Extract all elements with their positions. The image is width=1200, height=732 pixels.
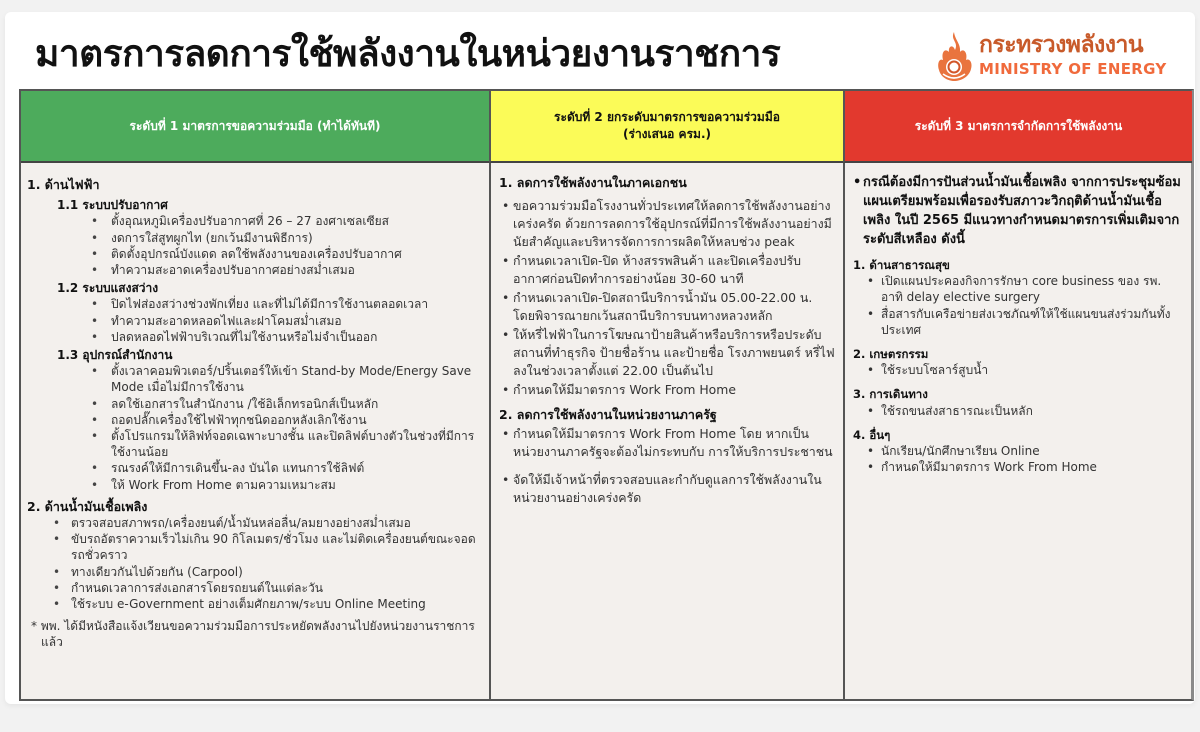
slide bbox=[5, 12, 1195, 704]
list-item: • ใช้ระบบ e-Government อย่างเต็มศักยภาพ/ระบบ Online Meeting bbox=[27, 596, 483, 612]
bullet-list bbox=[27, 363, 483, 493]
column-header-level-2 bbox=[489, 91, 843, 163]
list-item: • ให้หรี่ไฟฟ้าในการโฆษณาป้ายสินค้าหรือบริการหรือประดับสถานที่ทำธุรกิจ ป้ายชื่อร้าน และป้ายชื่อ โรงภาพยนตร์ หรี่ไฟลงในช่วงเวลาตั้งแต่ 22.00 เป็นต้นไป bbox=[499, 326, 835, 380]
section-heading: 2. ด้านน้ำมันเชื้อเพลิง bbox=[27, 498, 148, 514]
list-item: • ทำความสะอาดหลอดไฟและฝาโคมสม่ำเสมอ bbox=[27, 313, 483, 329]
list-item: • ใช้รถขนส่งสาธารณะเป็นหลัก bbox=[853, 403, 1184, 419]
section-heading: 1. ลดการใช้พลังงานในภาคเอกชน bbox=[499, 175, 687, 190]
list-item: • ทางเดียวกันไปด้วยกัน (Carpool) bbox=[27, 564, 483, 580]
flame-emblem-icon bbox=[933, 30, 975, 82]
level-2-column bbox=[489, 163, 843, 699]
logo-name-thai: กระทรวงพลังงาน bbox=[979, 32, 1144, 58]
list-item: • ปลดหลอดไฟฟ้าบริเวณที่ไม่ใช้งานหรือไม่จำเป็นออก bbox=[27, 329, 483, 345]
bullet-list bbox=[27, 296, 483, 345]
list-item: • ปิดไฟส่องสว่างช่วงพักเที่ยง และที่ไม่ได้มีการใช้งานตลอดเวลา bbox=[27, 296, 483, 312]
list-item: • กำหนดให้มีมาตรการ Work From Home bbox=[499, 381, 835, 399]
bullet-list bbox=[499, 197, 835, 399]
list-item: • ลดใช้เอกสารในสำนักงาน /ใช้อิเล็กทรอนิกส์เป็นหลัก bbox=[27, 396, 483, 412]
ministry-logo bbox=[933, 28, 1195, 84]
page-title: มาตรการลดการใช้พลังงานในหน่วยงานราชการ bbox=[35, 32, 781, 75]
subsection-heading: 1.3 อุปกรณ์สำนักงาน bbox=[57, 348, 173, 363]
section-heading: 2. ลดการใช้พลังงานในหน่วยงานภาครัฐ bbox=[499, 407, 717, 423]
list-item: • ทำความสะอาดเครื่องปรับอากาศอย่างสม่ำเสมอ bbox=[27, 262, 483, 278]
list-item: • กำหนดเวลาเปิด-ปิดสถานีบริการน้ำมัน 05.00-22.00 น. โดยพิจารณายกเว้นสถานีบริการบนทางหลวงหลัก bbox=[499, 289, 835, 325]
list-item: • งดการใส่สูทผูกไท (ยกเว้นมีงานพิธีการ) bbox=[27, 230, 483, 246]
list-item: • ให้ Work From Home ตามความเหมาะสม bbox=[27, 477, 483, 493]
list-item: • กำหนดให้มีมาตรการ Work From Home โดย หากเป็นหน่วยงานภาครัฐจะต้องไม่กระทบกับ การให้บริการประชาชน bbox=[499, 425, 835, 461]
list-item: • กำหนดเวลาเปิด-ปิด ห้างสรรพสินค้า และปิดเครื่องปรับอากาศก่อนปิดทำการอย่างน้อย 30-60 นาที bbox=[499, 252, 835, 288]
subsection-heading: 1.1 ระบบปรับอากาศ bbox=[57, 198, 168, 213]
list-item: • รณรงค์ให้มีการเดินขึ้น-ลง บันได แทนการใช้ลิฟต์ bbox=[27, 460, 483, 476]
logo-name-english: MINISTRY OF ENERGY bbox=[979, 60, 1167, 78]
section-heading: 1. ด้านไฟฟ้า bbox=[27, 177, 100, 192]
bullet-list bbox=[27, 515, 483, 612]
section-heading: 4. อื่นๆ bbox=[853, 427, 891, 442]
list-item: • ขับรถอัตราความเร็วไม่เกิน 90 กิโลเมตร/ชั่วโมง และไม่ติดเครื่องยนต์ขณะจอดรถชั่วคราว bbox=[27, 531, 483, 563]
list-item: • ตั้งเวลาคอมพิวเตอร์/ปริ้นเตอร์ให้เข้า Stand-by Mode/Energy Save Mode เมื่อไม่มีการใช้งาน bbox=[27, 363, 483, 395]
lead-paragraph: • กรณีต้องมีการปันส่วนน้ำมันเชื้อเพลิง จากการประชุมซ้อมแผนเตรียมพร้อมเพื่อรองรับสภาวะวิกฤติด้านน้ำมันเชื้อเพลิง ในปี 2565 มีแนวทางกำหนดมาตรการเพิ่มเติมจากระดับสีเหลือง ดังนี้ bbox=[853, 173, 1184, 249]
level-3-column bbox=[843, 163, 1192, 699]
column-header-level-1: ระดับที่ 1 มาตรการขอความร่วมมือ (ทำได้ทันที) bbox=[21, 91, 489, 163]
measures-table bbox=[19, 89, 1194, 701]
list-item: • จัดให้มีเจ้าหน้าที่ตรวจสอบและกำกับดูแลการใช้พลังงานในหน่วยงานอย่างเคร่งครัด bbox=[499, 471, 835, 507]
bullet-list bbox=[853, 362, 1184, 378]
list-item: • สื่อสารกับเครือข่ายส่งเวชภัณฑ์ให้ใช้แผนขนส่งร่วมกันทั้งประเทศ bbox=[853, 306, 1184, 338]
bullet-list bbox=[853, 443, 1184, 475]
column-header-level-3: ระดับที่ 3 มาตรการจำกัดการใช้พลังงาน bbox=[843, 91, 1192, 163]
bullet-list bbox=[27, 213, 483, 278]
list-item: • เปิดแผนประคองกิจการรักษา core business ของ รพ. อาทิ delay elective surgery bbox=[853, 273, 1184, 305]
section-heading: 3. การเดินทาง bbox=[853, 387, 928, 402]
section-heading: 1. ด้านสาธารณสุข bbox=[853, 258, 950, 272]
list-item: • นักเรียน/นักศึกษาเรียน Online bbox=[853, 443, 1184, 459]
list-item: • ตรวจสอบสภาพรถ/เครื่องยนต์/น้ำมันหล่อลื่น/ลมยางอย่างสม่ำเสมอ bbox=[27, 515, 483, 531]
slide-header bbox=[5, 12, 1195, 88]
footnote: * พพ. ได้มีหนังสือแจ้งเวียนขอความร่วมมือการประหยัดพลังงานไปยังหน่วยงานราชการแล้ว bbox=[31, 619, 475, 650]
level-1-column bbox=[21, 163, 489, 699]
bullet-list bbox=[853, 273, 1184, 338]
section-heading: 2. เกษตรกรรม bbox=[853, 347, 929, 362]
subsection-heading: 1.2 ระบบแสงสว่าง bbox=[57, 281, 159, 296]
list-item: • ใช้ระบบโซลาร์สูบน้ำ bbox=[853, 362, 1184, 378]
bullet-list bbox=[499, 425, 835, 507]
list-item: • ตั้งโปรแกรมให้ลิฟท์จอดเฉพาะบางชั้น และปิดลิฟต์บางตัวในช่วงที่มีการใช้งานน้อย bbox=[27, 428, 483, 460]
column-header-level-2-label: ระดับที่ 2 ยกระดับมาตรการขอความร่วมมือ (ร่างเสนอ ครม.) bbox=[554, 110, 780, 141]
bullet-list bbox=[853, 403, 1184, 419]
list-item: • กำหนดให้มีมาตรการ Work From Home bbox=[853, 459, 1184, 475]
list-item: • ตั้งอุณหภูมิเครื่องปรับอากาศที่ 26 – 27 องศาเซลเซียส bbox=[27, 213, 483, 229]
list-item: • ติดตั้งอุปกรณ์บังแดด ลดใช้พลังงานของเครื่องปรับอากาศ bbox=[27, 246, 483, 262]
list-item: • กำหนดเวลาการส่งเอกสารโดยรถยนต์ในแต่ละวัน bbox=[27, 580, 483, 596]
list-item: • ถอดปลั๊กเครื่องใช้ไฟฟ้าทุกชนิดออกหลังเลิกใช้งาน bbox=[27, 412, 483, 428]
list-item: • ขอความร่วมมือโรงงานทั่วประเทศให้ลดการใช้พลังงานอย่างเคร่งครัด ด้วยการลดการใช้อุปกรณ์ที่มีการใช้พลังงานอย่างมีนัยสำคัญและบริหารจัดการการผลิตให้หลบช่วง peak bbox=[499, 197, 835, 251]
